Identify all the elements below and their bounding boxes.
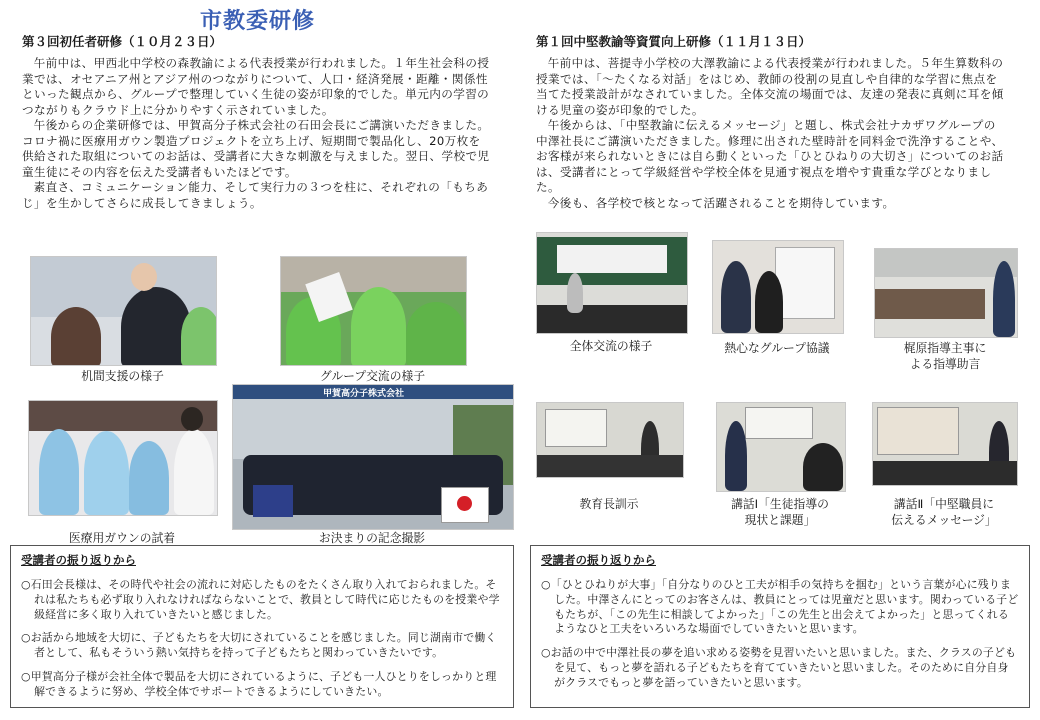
left-reflection-item: ○お話から地域を大切に、子どもたちを大切にされていることを感じました。同じ湖南市で働く者として、私もそういう熱い気持ちを持って子どもたちと関わっていきたいです。 <box>21 631 497 660</box>
left-reflection-box <box>10 545 514 708</box>
caption-whole-exchange: 全体交流の様子 <box>569 339 653 353</box>
right-section-heading: 第１回中堅教諭等資質向上研修（１１月１３日） <box>536 34 812 49</box>
photo-lecture-1 <box>716 402 846 492</box>
photo-desk-support <box>30 256 217 366</box>
left-reflection-item: ○甲賀高分子様が会社全体で製品を大切にされているように、子ども一人ひとりをしっかりと理解できるように努め、学校全体でサポートできるようにしていきたい。 <box>21 669 497 698</box>
caption-lecture-2-line-2: 伝えるメッセージ」 <box>891 513 997 527</box>
photo-group-discussion <box>712 240 844 334</box>
left-paragraph-3: 素直さ、コミュニケーション能力、そして実行力の３つを柱に、それぞれの「もちあじ」を生かしてさらに成長してきましょう。 <box>22 180 489 210</box>
left-paragraph-1: 午前中は、甲西北中学校の森教諭による代表授業が行われました。１年生社会科の授業では、オセアニア州とアジア州のつながりについて、人口・経済発展・距離・関係性といった観点から、グループで整理していく生徒の姿が印象的でした。単元内の学習のつながりもクラウド上に分かりやすく示されていました。 <box>22 56 490 117</box>
right-paragraph-2: 午後からは、「中堅教諭に伝えるメッセージ」と題し、株式会社ナカザワグループの中澤社長にご講演いただきました。修理に出された壁時計を同料金で洗浄することや、お客様が来られないときには自ら動くといった「ひとひねりの大切さ」についてのお話は、受講者にとって学級経営や学校全体を見通す視点を増やす貴重な学びとなりました。 <box>536 118 1004 194</box>
caption-lecture-1-line-2: 現状と課題」 <box>744 513 816 527</box>
caption-lecture-1-line-1: 講話Ⅰ「生徒指導の <box>731 497 829 511</box>
caption-desk-support: 机間支援の様子 <box>81 369 164 383</box>
caption-lecture-2-line-1: 講話Ⅱ「中堅職員に <box>893 497 995 511</box>
caption-advice-line-1: 梶原指導主事に <box>903 341 987 355</box>
photo-advice <box>874 248 1018 338</box>
right-reflection-item: ○「ひとひねりが大事」「自分なりのひと工夫が相手の気持ちを掴む」という言葉が心に残りました。中澤さんにとってのお客さんは、教員にとっては児童だと思います。関わっている子どもたちが、「この先生に相談してよかった」「この先生と出会えてよかった」と思ってくれるようなひと工夫をいろいろな場面でしていきたいと思います。 <box>541 578 1019 636</box>
left-article-body <box>22 56 492 211</box>
right-reflection-box <box>530 545 1030 708</box>
caption-advice-line-2: よる指導助言 <box>909 357 981 371</box>
right-paragraph-1: 午前中は、菩提寺小学校の大澤教諭による代表授業が行われました。５年生算数科の授業では、「～たくなる対話」をはじめ、教師の役割の見直しや自律的な学習に焦点を当てた授業設計がなされていました。全体交流の場面では、友達の発表に真剣に耳を傾ける児童の姿が印象的でした。 <box>536 56 1004 117</box>
left-reflection-heading: 受講者の振り返りから <box>21 553 136 567</box>
company-sign: 甲賀高分子株式会社 <box>323 389 405 399</box>
left-section-heading: 第３回初任者研修（１０月２３日） <box>22 34 223 49</box>
caption-superintendent-address: 教育長訓示 <box>579 497 639 511</box>
left-paragraph-2: 午後からの企業研修では、甲賀高分子株式会社の石田会長にご講演いただきました。コロナ禍に医療用ガウン製造プロジェクトを立ち上げ、短期間で製品化し、20万枚を供給された取組についてのお話は、受講者に大きな刺激を与えました。翌日、学校で児童生徒にその内容を伝えた受講者もいたほどです。 <box>22 118 490 179</box>
photo-lecture-2 <box>872 402 1018 486</box>
photo-group-commemorative <box>232 384 514 530</box>
photo-whole-exchange <box>536 232 688 334</box>
right-article-body <box>536 56 1006 211</box>
caption-group-exchange: グループ交流の様子 <box>319 369 426 383</box>
right-reflection-heading: 受講者の振り返りから <box>541 553 656 567</box>
photo-superintendent-address <box>536 402 684 478</box>
right-reflection-item: ○お話の中で中澤社長の夢を追い求める姿勢を見習いたいと思いました。また、クラスの子どもを見て、もっと夢を語れる子どもたちを育てていきたいと思いました。そのために自分自身がクラスでもっと夢を語っていきたいと思います。 <box>541 646 1017 689</box>
right-paragraph-3: 今後も、各学校で核となって活躍されることを期待しています。 <box>547 195 895 210</box>
page-title: 市教委研修 <box>200 9 316 34</box>
caption-gown-trial: 医療用ガウンの試着 <box>68 531 176 545</box>
photo-group-exchange <box>280 256 467 366</box>
left-reflection-item: ○石田会長様は、その時代や社会の流れに対応したものをたくさん取り入れておられました。それは私たちも必ず取り入れなければならないことで、教員として時代に応じたものを授業や学級経営に多く取り入れていきたいと感じました。 <box>21 578 500 621</box>
photo-gown-trial <box>28 400 218 516</box>
caption-group-discussion: 熱心なグループ協議 <box>724 341 830 355</box>
caption-group-commemorative: お決まりの記念撮影 <box>318 531 426 545</box>
